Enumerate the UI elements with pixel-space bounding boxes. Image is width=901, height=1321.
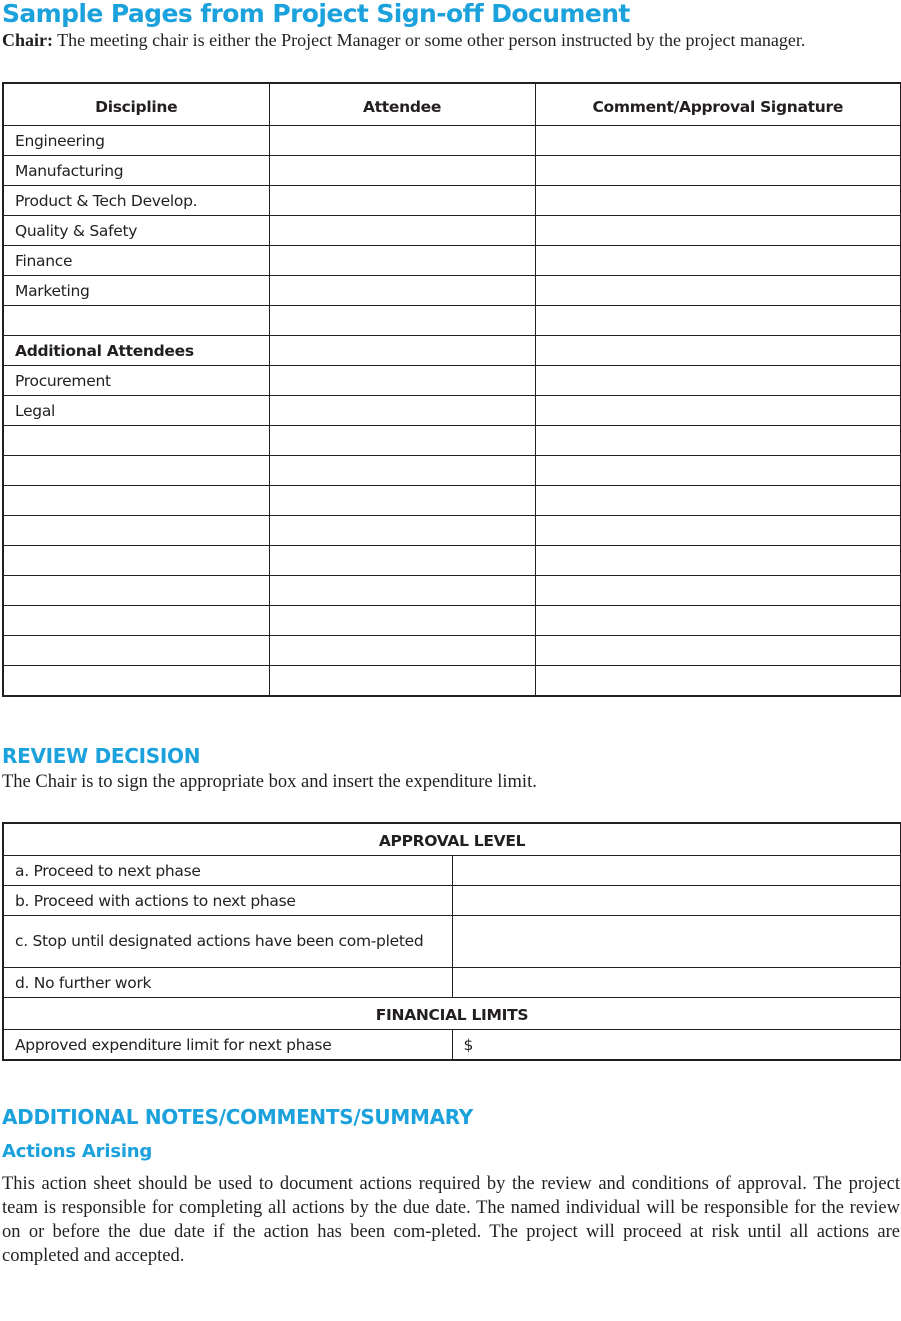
attendees-table — [2, 82, 901, 697]
table-row — [3, 246, 901, 276]
signature-cell[interactable] — [535, 126, 901, 156]
signature-cell[interactable] — [535, 216, 901, 246]
signature-cell[interactable] — [535, 186, 901, 216]
additional-notes-heading: ADDITIONAL NOTES/COMMENTS/SUMMARY — [2, 1105, 473, 1129]
page-title: Sample Pages from Project Sign-off Document — [2, 0, 630, 28]
discipline-cell — [3, 636, 269, 666]
approval-option-row — [3, 856, 901, 886]
table-row — [3, 426, 901, 456]
discipline-cell: Engineering — [3, 126, 269, 156]
chair-paragraph — [2, 28, 900, 53]
column-header-signature: Comment/Approval Signature — [535, 83, 901, 126]
approval-level-header: APPROVAL LEVEL — [3, 823, 901, 856]
table-row — [3, 366, 901, 396]
approval-option-label: c. Stop until designated actions have been com-pleted — [15, 932, 424, 950]
discipline-cell: Marketing — [3, 276, 269, 306]
attendee-cell[interactable] — [269, 276, 535, 306]
actions-arising-text: This action sheet should be used to document actions required by the review and conditions of approval. The project team is responsible for completing all actions by the due date. The named individual will be responsible for the review on or before the due date if the action has been com-pleted. The project will proceed at risk until all actions are completed and accepted. — [2, 1174, 900, 1266]
approval-table — [2, 822, 901, 1061]
column-header-discipline: Discipline — [3, 83, 269, 126]
table-row — [3, 486, 901, 516]
attendee-cell[interactable] — [269, 366, 535, 396]
currency-symbol: $ — [463, 1035, 474, 1054]
attendee-cell[interactable] — [269, 216, 535, 246]
review-decision-heading: REVIEW DECISION — [2, 744, 201, 768]
table-row — [3, 396, 901, 426]
financial-limits-header-row — [3, 998, 901, 1030]
discipline-cell — [3, 516, 269, 546]
attendee-cell[interactable] — [269, 336, 535, 366]
approval-signature-cell[interactable] — [452, 916, 901, 968]
discipline-cell — [3, 456, 269, 486]
attendee-cell[interactable] — [269, 516, 535, 546]
table-row — [3, 666, 901, 697]
attendee-cell[interactable] — [269, 186, 535, 216]
attendee-cell[interactable] — [269, 156, 535, 186]
table-row — [3, 306, 901, 336]
discipline-cell — [3, 606, 269, 636]
expenditure-row — [3, 1030, 901, 1061]
signature-cell[interactable] — [535, 486, 901, 516]
review-decision-text: The Chair is to sign the appropriate box and insert the expenditure limit. — [2, 772, 537, 792]
approval-level-header-row — [3, 823, 901, 856]
signature-cell[interactable] — [535, 606, 901, 636]
signature-cell[interactable] — [535, 156, 901, 186]
signature-cell[interactable] — [535, 276, 901, 306]
table-row — [3, 186, 901, 216]
chair-text: The meeting chair is either the Project Manager or some other person instructed by the project manager. — [53, 30, 806, 50]
signature-cell[interactable] — [535, 336, 901, 366]
signature-cell[interactable] — [535, 306, 901, 336]
attendees-table-body — [3, 126, 901, 697]
chair-label: Chair: — [2, 30, 53, 50]
approval-option-row — [3, 886, 901, 916]
attendee-cell[interactable] — [269, 576, 535, 606]
attendee-cell[interactable] — [269, 456, 535, 486]
attendees-header-row — [3, 83, 901, 126]
discipline-cell — [3, 666, 269, 697]
expenditure-label: Approved expenditure limit for next phase — [3, 1030, 452, 1061]
approval-option-label: b. Proceed with actions to next phase — [3, 886, 452, 916]
attendee-cell[interactable] — [269, 666, 535, 697]
signature-cell[interactable] — [535, 516, 901, 546]
signature-cell[interactable] — [535, 456, 901, 486]
table-row — [3, 516, 901, 546]
approval-signature-cell[interactable] — [452, 886, 901, 916]
attendee-cell[interactable] — [269, 246, 535, 276]
attendee-cell[interactable] — [269, 486, 535, 516]
approval-signature-cell[interactable] — [452, 968, 901, 998]
signature-cell[interactable] — [535, 546, 901, 576]
approval-option-cell — [3, 916, 452, 968]
expenditure-amount-field[interactable] — [452, 1030, 901, 1061]
discipline-cell — [3, 546, 269, 576]
financial-limits-header: FINANCIAL LIMITS — [3, 998, 901, 1030]
discipline-cell: Quality & Safety — [3, 216, 269, 246]
table-row — [3, 456, 901, 486]
attendee-cell[interactable] — [269, 426, 535, 456]
discipline-cell: Legal — [3, 396, 269, 426]
table-row — [3, 216, 901, 246]
discipline-cell — [3, 576, 269, 606]
signature-cell[interactable] — [535, 426, 901, 456]
attendee-cell[interactable] — [269, 606, 535, 636]
actions-arising-heading: Actions Arising — [2, 1141, 153, 1162]
discipline-cell: Product & Tech Develop. — [3, 186, 269, 216]
table-row — [3, 636, 901, 666]
signature-cell[interactable] — [535, 666, 901, 697]
signature-cell[interactable] — [535, 396, 901, 426]
table-row — [3, 336, 901, 366]
table-row — [3, 276, 901, 306]
approval-signature-cell[interactable] — [452, 856, 901, 886]
approval-option-row — [3, 968, 901, 998]
signature-cell[interactable] — [535, 636, 901, 666]
approval-option-row — [3, 916, 901, 968]
attendee-cell[interactable] — [269, 636, 535, 666]
discipline-cell: Procurement — [3, 366, 269, 396]
signature-cell[interactable] — [535, 246, 901, 276]
discipline-cell — [3, 306, 269, 336]
attendee-cell[interactable] — [269, 546, 535, 576]
section-label-cell: Additional Attendees — [3, 336, 269, 366]
signature-cell[interactable] — [535, 366, 901, 396]
signature-cell[interactable] — [535, 576, 901, 606]
approval-option-label: a. Proceed to next phase — [3, 856, 452, 886]
table-row — [3, 576, 901, 606]
table-row — [3, 126, 901, 156]
table-row — [3, 546, 901, 576]
discipline-cell — [3, 426, 269, 456]
attendee-cell[interactable] — [269, 306, 535, 336]
table-row — [3, 156, 901, 186]
table-row — [3, 606, 901, 636]
column-header-attendee: Attendee — [269, 83, 535, 126]
discipline-cell — [3, 486, 269, 516]
attendee-cell[interactable] — [269, 126, 535, 156]
approval-option-label: d. No further work — [3, 968, 452, 998]
discipline-cell: Finance — [3, 246, 269, 276]
document-page — [2, 0, 900, 1268]
attendee-cell[interactable] — [269, 396, 535, 426]
discipline-cell: Manufacturing — [3, 156, 269, 186]
